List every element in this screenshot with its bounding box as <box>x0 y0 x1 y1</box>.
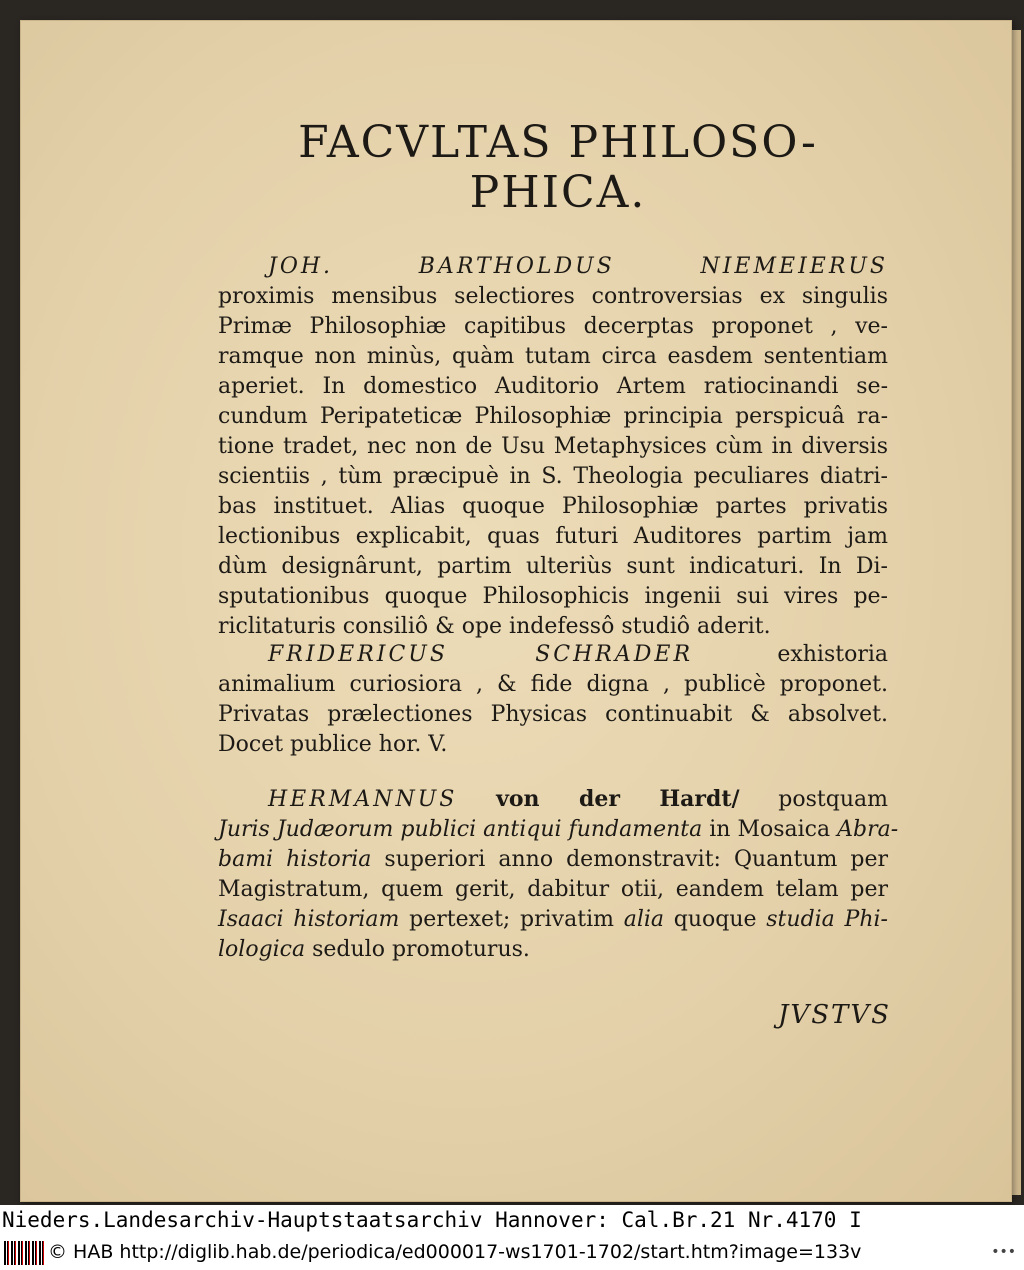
text-line: scientiis , tùm præcipuè in S. Theologia peculiares diatri- <box>218 464 888 489</box>
text-line: dùm designârunt, partim ulteriùs sunt indicaturi. In Di- <box>218 554 888 579</box>
text-line: Isaaci historiam pertexet; privatim alia quoque studia Phi- <box>218 907 888 932</box>
text-line: bami historia superiori anno demonstravit: Quantum per <box>218 847 888 872</box>
barcode-icon <box>4 1241 46 1265</box>
text-line: cundum Peripateticæ Philosophiæ principia perspicuâ ra- <box>218 404 888 429</box>
archive-signature: Nieders.Landesarchiv-Hauptstaatsarchiv Hannover: Cal.Br.21 Nr.4170 I <box>0 1205 1024 1235</box>
catchword: JVSTVS <box>778 1000 891 1030</box>
text-line: lologica sedulo promoturus. <box>218 937 530 962</box>
fraktur-name: von der Hardt/ <box>496 786 740 812</box>
hab-link[interactable]: © HAB http://diglib.hab.de/periodica/ed000017-ws1701-1702/start.htm?image=133v <box>48 1241 862 1263</box>
title-line-2: PHICA. <box>469 167 647 218</box>
text-line: bas instituet. Alias quoque Philosophiæ partes privatis <box>218 494 888 519</box>
text-line: aperiet. In domestico Auditorio Artem ratiocinandi se- <box>218 374 888 399</box>
title-line-1: FACVLTAS PHILOSO- <box>298 117 818 168</box>
more-icon: ••• <box>991 1244 1016 1260</box>
author-name: HERMANNUS <box>268 787 458 812</box>
hab-footer <box>0 1235 1024 1270</box>
author-name: JOH. BARTHOLDUS NIEMEIERUS <box>268 254 888 279</box>
text-fragment: exhistoria <box>777 642 888 667</box>
text-line: Privatas prælectiones Physicas continuabit & absolvet. <box>218 702 888 727</box>
paragraph-schrader <box>218 640 888 760</box>
text-line: Primæ Philosophiæ capitibus decerptas proponet , ve- <box>218 314 888 339</box>
text-line: ramque non minùs, quàm tutam circa easdem sententiam <box>218 344 888 369</box>
text-line: tione tradet, nec non de Usu Metaphysices cùm in diversis <box>218 434 888 459</box>
text-line: animalium curiosiora , & fide digna , publicè proponet. <box>218 672 888 697</box>
text-line: riclitaturis consiliô & ope indefessô studiô aderit. <box>218 614 771 639</box>
author-name: FRIDERICUS SCHRADER <box>268 642 694 667</box>
author-line <box>218 640 888 670</box>
text-line: lectionibus explicabit, quas futuri Auditores partim jam <box>218 524 888 549</box>
text-line: sputationibus quoque Philosophicis ingenii sui vires pe- <box>218 584 888 609</box>
author-line <box>218 784 888 815</box>
paragraph-von-der-hardt <box>218 784 899 965</box>
text-line: proximis mensibus selectiores controversias ex singulis <box>218 284 888 309</box>
text-fragment: postquam <box>778 787 888 812</box>
text-line: Juris Judæorum publici antiqui fundamenta in Mosaica Abra- <box>218 817 899 842</box>
paragraph-niemeierus <box>218 252 888 642</box>
text-line: Docet publice hor. V. <box>218 732 448 757</box>
text-line: Magistratum, quem gerit, dabitur otii, eandem telam per <box>218 877 888 902</box>
page-title <box>298 118 818 218</box>
